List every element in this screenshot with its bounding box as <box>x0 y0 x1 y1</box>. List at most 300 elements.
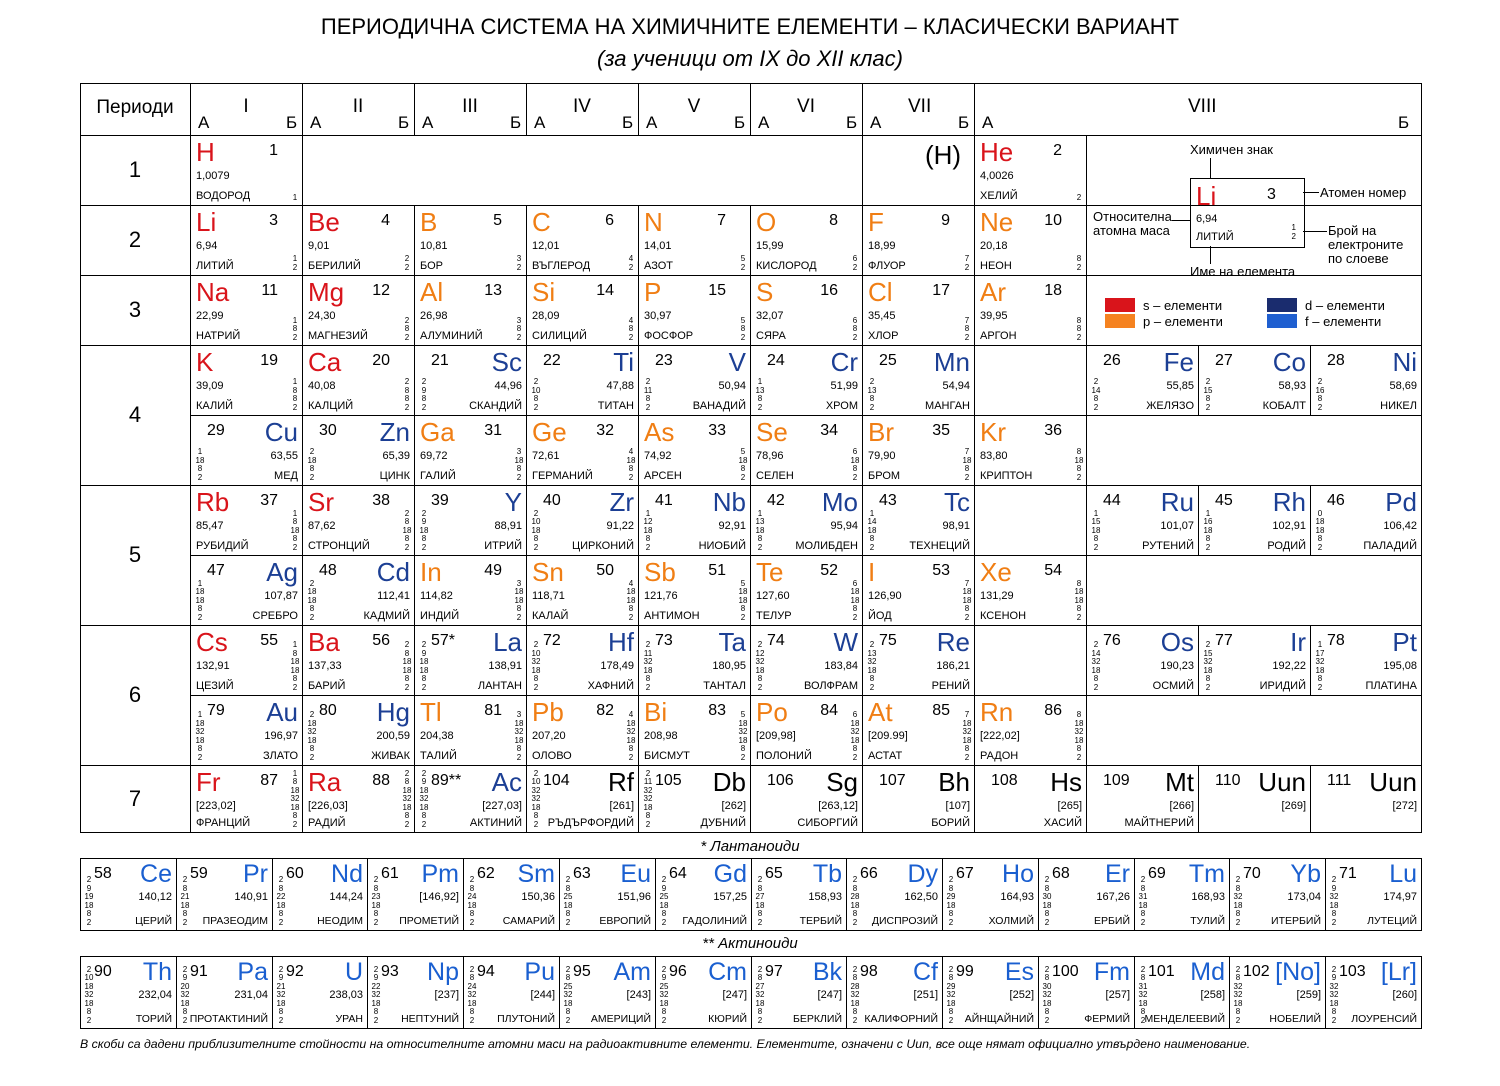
element-Pa-91 <box>177 957 272 1028</box>
atomic-mass: [265] <box>1057 800 1082 812</box>
element-symbol: Po <box>756 697 788 727</box>
element-symbol: Pt <box>1392 627 1417 657</box>
element-Mt-109 <box>1087 766 1198 832</box>
key-name-label: Име на елемента <box>1190 264 1296 279</box>
element-N-7 <box>639 206 750 275</box>
element-name: ФЕРМИЙ <box>1084 1013 1130 1025</box>
period-label-6: 6 <box>128 682 142 707</box>
group-label-V: V <box>687 96 701 117</box>
element-name: НЕПТУНИЙ <box>401 1013 459 1025</box>
element-symbol: Zr <box>609 487 634 517</box>
atomic-mass: 174,97 <box>1383 891 1417 903</box>
element-name: КРИПТОН <box>980 470 1033 482</box>
electron-shells: 5 18 8 2 <box>738 447 748 482</box>
element-name: ФЛУОР <box>868 260 906 272</box>
subgroup-label-a: А <box>198 113 210 132</box>
element-name: НИОБИЙ <box>698 540 746 552</box>
element-name: ОСМИЙ <box>1152 680 1194 692</box>
atomic-mass: 151,96 <box>617 891 651 903</box>
electron-shells: 2 10 32 32 18 8 2 <box>531 768 541 829</box>
periods-header: Периоди <box>96 97 174 118</box>
element-symbol: Ti <box>613 347 634 377</box>
element-Fe-26 <box>1087 346 1198 415</box>
atomic-mass: 50,94 <box>718 380 746 392</box>
element-Kr-36 <box>975 416 1086 485</box>
element-symbol: Dy <box>907 860 938 888</box>
element-symbol: Sn <box>532 557 564 587</box>
atomic-number: 107 <box>879 772 906 789</box>
atomic-mass: 107,87 <box>264 590 298 602</box>
element-Ne-10 <box>975 206 1086 275</box>
element-name: СИЛИЦИЙ <box>532 330 587 342</box>
element-symbol: Re <box>936 627 970 657</box>
element-name: ХАСИЙ <box>1043 817 1082 829</box>
atomic-mass: 140,12 <box>138 891 172 903</box>
element-Gd-64 <box>656 859 751 930</box>
atomic-number: 61 <box>381 865 399 882</box>
atomic-mass: 12,01 <box>532 240 560 252</box>
element-name: КОБАЛТ <box>1262 400 1306 412</box>
atomic-number: 63 <box>573 865 591 882</box>
element-symbol: Bi <box>644 697 668 727</box>
element-symbol: Au <box>266 697 298 727</box>
atomic-mass: 74,92 <box>644 450 672 462</box>
atomic-number: 97 <box>765 963 783 980</box>
element-Fm-100 <box>1039 957 1134 1028</box>
element-symbol: Md <box>1190 958 1225 986</box>
element-name: МОЛИБДЕН <box>795 540 858 552</box>
element-name: РОДИЙ <box>1267 540 1306 552</box>
element-name: АСТАТ <box>868 750 903 762</box>
element-Zr-40 <box>527 486 638 555</box>
element-name: МАГНЕЗИЙ <box>308 330 368 342</box>
element-name: ЛИТИЙ <box>196 260 234 272</box>
atomic-mass: [266] <box>1169 800 1194 812</box>
element-name: ИРИДИЙ <box>1259 680 1306 692</box>
atomic-mass: 40,08 <box>308 380 336 392</box>
grid-line <box>526 83 527 135</box>
element-name: АРГОН <box>980 330 1017 342</box>
element-symbol: Br <box>868 417 894 447</box>
element-name: РАДОН <box>980 750 1019 762</box>
atomic-mass: 173,04 <box>1287 891 1321 903</box>
atomic-mass: [237] <box>434 989 459 1001</box>
element-Hs-108 <box>975 766 1086 832</box>
element-Bk-97 <box>752 957 846 1028</box>
element-name: ЛАНТАН <box>477 680 522 692</box>
atomic-number: 100 <box>1052 963 1079 980</box>
atomic-number: 24 <box>767 352 785 369</box>
grid-line <box>638 83 639 135</box>
element-Ir-77 <box>1199 626 1310 695</box>
element-At-85 <box>863 696 974 765</box>
page-subtitle: (за ученици от IX до XII клас) <box>597 46 903 71</box>
atomic-mass: 192,22 <box>1272 660 1306 672</box>
atomic-mass: 118,71 <box>532 590 565 602</box>
atomic-mass: 183,84 <box>824 660 858 672</box>
electron-shells: 2 9 18 32 18 8 2 <box>419 768 429 829</box>
element-symbol: Eu <box>620 860 651 888</box>
atomic-mass: 72,61 <box>532 450 560 462</box>
grid-line <box>1421 345 1422 415</box>
electron-shells: 2 9 25 18 8 2 <box>659 875 669 927</box>
element-symbol: Nb <box>712 487 746 517</box>
element-symbol: Xe <box>980 557 1012 587</box>
atomic-mass: [247] <box>817 989 842 1001</box>
electron-shells: 2 12 32 18 8 2 <box>755 640 765 692</box>
atomic-number: 83 <box>708 702 726 719</box>
atomic-number: 59 <box>190 865 208 882</box>
atomic-mass: [263,12] <box>818 800 858 812</box>
element-name: НАТРИЙ <box>196 330 241 342</box>
grid-line <box>862 135 863 205</box>
atomic-mass: 14,01 <box>644 240 672 252</box>
element-Be-4 <box>303 206 414 275</box>
element-Ni-28 <box>1311 346 1421 415</box>
legend-f-label: f – елементи <box>1305 314 1382 329</box>
atomic-number: 109 <box>1103 772 1130 789</box>
atomic-mass: 83,80 <box>980 450 1008 462</box>
atomic-number: 9 <box>941 212 950 229</box>
electron-shells: 3 8 2 <box>516 315 522 342</box>
atomic-mass: [257] <box>1105 989 1130 1001</box>
subgroup-label-a: А <box>870 113 882 132</box>
atomic-number: 50 <box>596 562 614 579</box>
electron-shells: 7 8 2 <box>964 315 970 342</box>
subgroup-label-a: А <box>758 113 770 132</box>
atomic-mass: 30,97 <box>644 310 672 322</box>
element-symbol: O <box>756 207 777 237</box>
element-Os-76 <box>1087 626 1198 695</box>
electron-shells: 2 8 25 18 8 2 <box>563 875 573 927</box>
group-label-VI: VI <box>797 96 815 117</box>
element-S-16 <box>751 276 862 345</box>
atomic-number: 65 <box>765 865 783 882</box>
element-symbol: In <box>420 557 442 587</box>
group-label-II: II <box>352 96 364 117</box>
atomic-mass: 10,81 <box>420 240 448 252</box>
element-Ca-20 <box>303 346 414 415</box>
atomic-number: 110 <box>1215 772 1241 789</box>
hydrogen-bracket-symbol: (H) <box>925 140 962 170</box>
element-symbol: Ba <box>308 627 340 657</box>
key-sample-symbol: Li <box>1196 181 1217 211</box>
electron-shells: 8 18 32 18 8 2 <box>1074 710 1084 762</box>
atomic-mass: 157,25 <box>713 891 747 903</box>
element-Cl-17 <box>863 276 974 345</box>
element-symbol: Ce <box>140 860 172 888</box>
atomic-mass: 4,0026 <box>980 170 1014 182</box>
element-name: СТРОНЦИЙ <box>308 540 370 552</box>
element-Xe-54 <box>975 556 1086 625</box>
element-Lr-103 <box>1326 957 1421 1028</box>
element-Cs-55 <box>191 626 302 695</box>
electron-shells: 8 8 2 <box>1076 315 1082 342</box>
atomic-mass: 231,04 <box>234 989 268 1001</box>
electron-shells: 2 11 32 32 18 8 2 <box>643 768 653 829</box>
atomic-number: 11 <box>261 282 278 299</box>
electron-shells: 2 18 8 2 <box>307 447 317 482</box>
element-Pb-82 <box>527 696 638 765</box>
electron-shells: 8 2 <box>1076 254 1082 272</box>
element-symbol: Te <box>756 557 784 587</box>
atomic-mass: 207,20 <box>532 730 566 742</box>
element-Cu-29 <box>191 416 302 485</box>
element-name: ПОЛОНИЙ <box>756 750 812 762</box>
element-symbol: Gd <box>713 860 747 888</box>
element-symbol: S <box>756 277 774 307</box>
element-name: КАЛАЙ <box>532 610 569 622</box>
atomic-mass: [247] <box>722 989 747 1001</box>
element-name: КСЕНОН <box>980 610 1027 622</box>
subgroup-label-b: Б <box>1398 113 1410 132</box>
element-symbol: B <box>420 207 438 237</box>
electron-shells: 2 8 27 18 8 2 <box>755 875 765 927</box>
grid-line <box>190 83 191 135</box>
key-sample-mass: 6,94 <box>1196 213 1218 225</box>
electron-shells: 2 8 24 18 8 2 <box>467 875 477 927</box>
element-symbol: Nd <box>331 860 363 888</box>
key-sample-shells: 1 2 <box>1291 223 1296 241</box>
element-symbol: Ca <box>308 347 342 377</box>
electron-shells: 2 8 31 18 8 2 <box>1138 875 1148 927</box>
grid-line <box>1086 275 1087 345</box>
atomic-number: 52 <box>820 562 838 579</box>
element-symbol: Mt <box>1165 767 1194 797</box>
element-symbol: Pd <box>1385 487 1417 517</box>
atomic-mass: [222,02] <box>980 730 1020 742</box>
atomic-number: 75 <box>879 632 897 649</box>
electron-shells: 2 8 18 8 2 <box>402 508 412 552</box>
element-symbol: Sr <box>308 487 334 517</box>
element-Br-35 <box>863 416 974 485</box>
atomic-mass: 95,94 <box>830 520 858 532</box>
atomic-mass: [209.99] <box>868 730 908 742</box>
subgroup-label-b: Б <box>846 113 858 132</box>
atomic-mass: [244] <box>530 989 555 1001</box>
electron-shells: 7 2 <box>964 254 970 272</box>
element-symbol: Ru <box>1160 487 1194 517</box>
atomic-mass: 88,91 <box>494 520 522 532</box>
electron-shells: 2 18 32 18 8 2 <box>307 710 317 762</box>
subgroup-label-b: Б <box>286 113 298 132</box>
grid-line <box>1086 555 1087 625</box>
element-symbol: Zn <box>379 417 410 447</box>
element-symbol: Na <box>196 277 230 307</box>
electron-shells: 2 8 18 32 18 8 2 <box>402 768 412 829</box>
element-Cm-96 <box>656 957 751 1028</box>
element-symbol: V <box>728 347 746 377</box>
electron-shells: 2 10 8 2 <box>531 377 541 412</box>
electron-shells: 2 9 32 32 18 8 2 <box>1329 964 1339 1025</box>
element-symbol: Ho <box>1002 860 1034 888</box>
atomic-mass: 24,30 <box>308 310 336 322</box>
element-H-1 <box>191 136 302 205</box>
atomic-mass: 150,36 <box>521 891 555 903</box>
atomic-number: 64 <box>669 865 687 882</box>
atomic-mass: 114,82 <box>420 590 453 602</box>
element-symbol: Li <box>196 207 217 237</box>
legend-f-swatch <box>1267 314 1297 328</box>
electron-shells: 1 12 18 8 2 <box>643 508 653 552</box>
element-W-74 <box>751 626 862 695</box>
element-symbol: Es <box>1004 958 1034 986</box>
electron-shells: 2 8 23 18 8 2 <box>371 875 381 927</box>
element-Dy-66 <box>847 859 942 930</box>
grid-line <box>1421 485 1422 555</box>
atomic-mass: [226,03] <box>308 800 348 812</box>
element-Tm-69 <box>1135 859 1229 930</box>
element-symbol: Pb <box>532 697 564 727</box>
atomic-number: 46 <box>1327 492 1345 509</box>
atomic-number: 56 <box>372 632 390 649</box>
electron-shells: 2 8 27 32 18 8 2 <box>755 964 765 1025</box>
electron-shells: 1 8 18 8 2 <box>290 508 300 552</box>
electron-shells: 3 18 8 2 <box>514 447 524 482</box>
atomic-number: 87 <box>260 772 278 789</box>
grid-line <box>80 1028 1422 1029</box>
atomic-mass: 138,91 <box>488 660 522 672</box>
grid-line <box>974 625 975 695</box>
element-Pr-59 <box>177 859 272 930</box>
subgroup-label-b: Б <box>734 113 746 132</box>
electron-shells: 1 8 2 <box>292 315 298 342</box>
element-Lu-71 <box>1326 859 1421 930</box>
atomic-number: 34 <box>820 422 838 439</box>
atomic-number: 12 <box>372 282 390 299</box>
element-name: НЕОН <box>980 260 1012 272</box>
element-I-53 <box>863 556 974 625</box>
atomic-number: 32 <box>596 422 614 439</box>
key-mass-label: Относителна <box>1093 209 1172 224</box>
atomic-mass: 39,09 <box>196 380 224 392</box>
element-symbol: Ra <box>308 767 342 797</box>
atomic-mass: 55,85 <box>1166 380 1194 392</box>
element-symbol: Sm <box>517 860 555 888</box>
key-arrow-line <box>1303 231 1327 232</box>
electron-shells: 1 8 8 2 <box>292 377 298 412</box>
element-name: ХРОМ <box>825 400 858 412</box>
atomic-mass: [252] <box>1009 989 1034 1001</box>
element-Cr-24 <box>751 346 862 415</box>
atomic-number: 103 <box>1339 963 1366 980</box>
atomic-mass: [260] <box>1392 989 1417 1001</box>
group-label-I: I <box>243 96 249 117</box>
atomic-mass: 18,99 <box>868 240 896 252</box>
atomic-mass: 238,03 <box>329 989 363 1001</box>
element-symbol: Fm <box>1093 958 1130 986</box>
period-label-2: 2 <box>128 227 142 252</box>
element-Rh-45 <box>1199 486 1310 555</box>
electron-shells: 2 15 8 2 <box>1203 377 1213 412</box>
atomic-number: 89** <box>431 772 462 789</box>
element-Er-68 <box>1039 859 1134 930</box>
atomic-number: 104 <box>543 772 570 789</box>
element-name: ФОСФОР <box>644 330 694 342</box>
atomic-number: 81 <box>484 702 502 719</box>
grid-line <box>80 930 1422 931</box>
atomic-number: 71 <box>1339 865 1357 882</box>
atomic-number: 102 <box>1243 963 1270 980</box>
electron-shells: 2 13 32 18 8 2 <box>867 640 877 692</box>
atomic-number: 10 <box>1044 212 1062 229</box>
element-symbol: Os <box>1160 627 1194 657</box>
atomic-mass: 87,62 <box>308 520 336 532</box>
element-symbol: W <box>833 627 858 657</box>
element-B-5 <box>415 206 526 275</box>
atomic-number: 40 <box>543 492 561 509</box>
element-name: КАДМИЙ <box>363 610 410 622</box>
group-label-III: III <box>462 96 478 117</box>
element-symbol: Am <box>613 958 651 986</box>
element-name: БОР <box>420 260 443 272</box>
atomic-mass: 101,07 <box>1160 520 1194 532</box>
element-name: СЯРА <box>756 330 786 342</box>
footnote: В скоби са дадени приблизителните стойности на относителните атомни маси на радиоактивните елементи. Елементите, означени с Uun, все още нямат официално утвърдено наименование. <box>80 1037 1251 1051</box>
element-No-102 <box>1230 957 1325 1028</box>
atomic-number: 49 <box>484 562 502 579</box>
element-name: ПРОТАКТИНИЙ <box>189 1013 268 1025</box>
electron-shells: 2 9 20 32 18 8 2 <box>180 964 190 1025</box>
element-Sm-62 <box>464 859 559 930</box>
grid-line <box>1086 415 1087 485</box>
atomic-mass: 1,0079 <box>196 170 230 182</box>
electron-shells: 6 8 2 <box>852 315 858 342</box>
element-name: КАЛЦИЙ <box>308 400 354 412</box>
electron-shells: 2 8 30 32 18 8 2 <box>1042 964 1052 1025</box>
element-Am-95 <box>560 957 655 1028</box>
element-symbol: At <box>868 697 893 727</box>
element-symbol: Cs <box>196 627 228 657</box>
atomic-mass: 200,59 <box>376 730 410 742</box>
atomic-number: 27 <box>1215 352 1233 369</box>
electron-shells: 3 2 <box>516 254 522 272</box>
atomic-mass: 106,42 <box>1383 520 1417 532</box>
atomic-number: 73 <box>655 632 673 649</box>
atomic-mass: 196,97 <box>264 730 298 742</box>
group-label-VIII: VIII <box>1188 96 1217 117</box>
element-name: ТИТАН <box>597 400 634 412</box>
electron-shells: 1 18 8 2 <box>195 447 205 482</box>
element-Nb-41 <box>639 486 750 555</box>
subgroup-label-a: А <box>646 113 658 132</box>
atomic-number: 85 <box>932 702 950 719</box>
element-symbol: I <box>868 557 876 587</box>
atomic-number: 1 <box>269 142 278 159</box>
grid-line <box>1421 83 1422 833</box>
atomic-number: 23 <box>655 352 673 369</box>
key-symbol-label: Химичен знак <box>1190 142 1273 157</box>
element-Pt-78 <box>1311 626 1421 695</box>
atomic-mass: 208,98 <box>644 730 678 742</box>
electron-shells: 2 16 8 2 <box>1315 377 1325 412</box>
atomic-mass: 58,69 <box>1389 380 1417 392</box>
atomic-number: 80 <box>319 702 337 719</box>
element-Pd-46 <box>1311 486 1421 555</box>
element-symbol: Tc <box>944 487 970 517</box>
element-name: СРЕБРО <box>252 610 298 622</box>
element-symbol: Er <box>1105 860 1130 888</box>
atomic-mass: 168,93 <box>1191 891 1225 903</box>
electron-shells: 2 9 32 18 8 2 <box>1329 875 1339 927</box>
atomic-number: 98 <box>860 963 878 980</box>
atomic-number: 67 <box>956 865 974 882</box>
atomic-mass: 92,91 <box>718 520 746 532</box>
grid-line <box>1086 205 1087 275</box>
key-electrons-label: Брой на <box>1328 223 1377 238</box>
element-symbol: As <box>644 417 675 447</box>
element-symbol: Se <box>756 417 788 447</box>
